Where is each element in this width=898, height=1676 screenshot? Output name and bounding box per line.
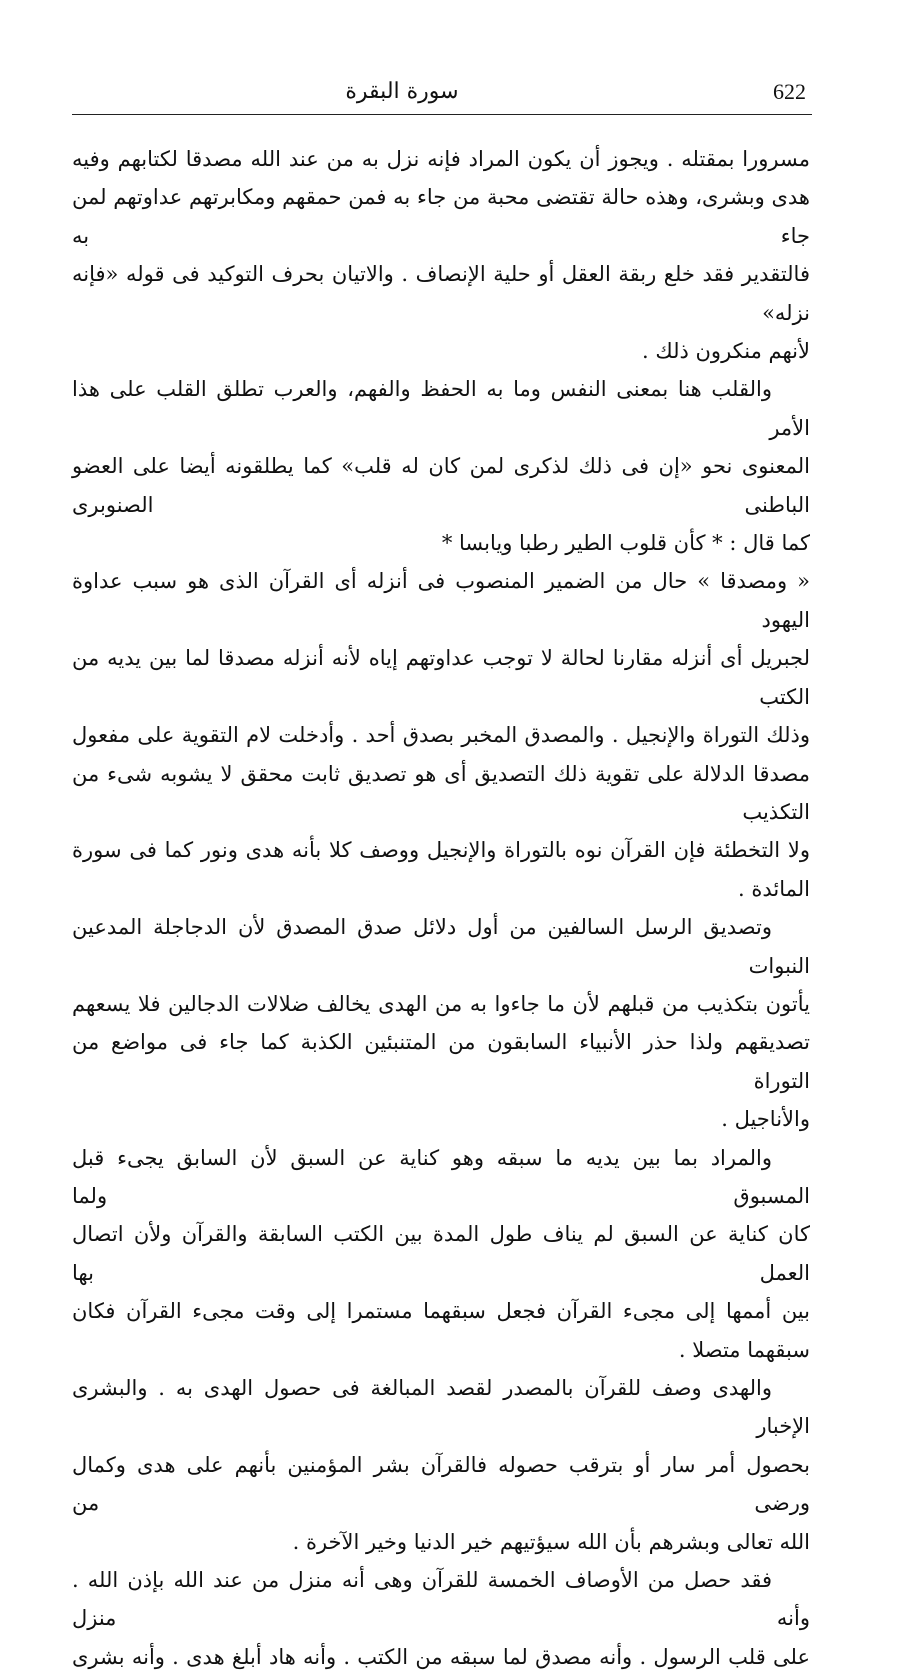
text-line: يأتون بتكذيب من قبلهم لأن ما جاءوا به من الهدى يخالف ضلالات الدجالين فلا يسعهم: [72, 991, 810, 1016]
text-line: وذلك التوراة والإنجيل . والمصدق المخبر بصدق أحد . وأدخلت لام التقوية على مفعول: [72, 723, 810, 748]
paragraph-4: [72, 908, 810, 1138]
text-line: المائدة .: [738, 876, 810, 901]
text-line: لأنهم منكرون ذلك .: [642, 339, 810, 364]
paragraph-7: [72, 1561, 810, 1676]
paragraph-1: [72, 140, 810, 370]
text-line: فقد حصل من الأوصاف الخمسة للقرآن وهى أنه منزل من عند الله بإذن الله . وأنه منزل: [72, 1568, 810, 1631]
page-number: 622: [773, 79, 806, 104]
text-line: كما قال : * كأن قلوب الطير رطبا ويابسا *: [441, 531, 810, 556]
paragraph-3: [72, 562, 810, 908]
text-line: « ومصدقا » حال من الضمير المنصوب فى أنزله أى القرآن الذى هو سبب عداوة اليهود: [72, 569, 810, 632]
text-line: الله تعالى وبشرهم بأن الله سيؤتيهم خير الدنيا وخير الآخرة .: [292, 1529, 810, 1554]
text-line: المعنوى نحو «إن فى ذلك لذكرى لمن كان له قلب» كما يطلقونه أيضا على العضو الباطنى الصنوبرى: [72, 454, 810, 517]
text-line: وتصديق الرسل السالفين من أول دلائل صدق المصدق لأن الدجاجلة المدعين النبوات: [72, 915, 810, 978]
page-header: [72, 76, 812, 115]
text-line: لجبريل أى أنزله مقارنا لحالة لا توجب عداوتهم إياه لأنه أنزله مصدقا لما بين يديه من الكتب: [72, 646, 810, 709]
text-line: هدى وبشرى، وهذه حالة تقتضى محبة من جاء به فمن حمقهم ومكابرتهم عداوتهم لمن جاء به: [72, 185, 810, 248]
paragraph-5: [72, 1139, 810, 1369]
running-title: سورة البقرة: [345, 79, 459, 104]
text-line: بين أممها إلى مجىء القرآن فجعل سبقهما مستمرا إلى وقت مجىء القرآن فكان سبقهما متصلا .: [72, 1299, 810, 1362]
text-line: ولا التخطئة فإن القرآن نوه بالتوراة والإنجيل ووصف كلا بأنه هدى ونور كما فى سورة: [72, 838, 810, 863]
text-line: كان كناية عن السبق لم يناف طول المدة بين الكتب السابقة والقرآن ولأن اتصال العمل بها: [72, 1222, 810, 1285]
text-line: تصديقهم ولذا حذر الأنبياء السابقون من المتنبئين الكذبة كما جاء فى مواضع من التوراة: [72, 1030, 810, 1093]
text-line: والهدى وصف للقرآن بالمصدر لقصد المبالغة فى حصول الهدى به . والبشرى الإخبار: [72, 1376, 810, 1439]
body-text: [72, 140, 810, 1676]
paragraph-2: [72, 370, 810, 562]
text-line: والأناجيل .: [721, 1107, 810, 1132]
paragraph-6: [72, 1369, 810, 1561]
text-line: على قلب الرسول . وأنه مصدق لما سبقه من الكتب . وأنه هاد أبلغ هدى . وأنه بشرى: [72, 1644, 810, 1669]
text-line: والمراد بما بين يديه ما سبقه وهو كناية عن السبق لأن السابق يجىء قبل المسبوق ولما: [72, 1145, 810, 1208]
text-line: بحصول أمر سار أو بترقب حصوله فالقرآن بشر المؤمنين بأنهم على هدى وكمال ورضى من: [72, 1452, 810, 1516]
text-line: والقلب هنا بمعنى النفس وما به الحفظ والفهم، والعرب تطلق القلب على هذا الأمر: [72, 377, 810, 440]
text-line: فالتقدير فقد خلع ربقة العقل أو حلية الإنصاف . والاتيان بحرف التوكيد فى قوله «فإنه نزله»: [72, 262, 810, 325]
text-line: مصدقا الدلالة على تقوية ذلك التصديق أى هو تصديق ثابت محقق لا يشوبه شىء من التكذيب: [72, 761, 810, 824]
text-line: مسرورا بمقتله . ويجوز أن يكون المراد فإنه نزل به من عند الله مصدقا لكتابهم وفيه: [72, 147, 810, 171]
